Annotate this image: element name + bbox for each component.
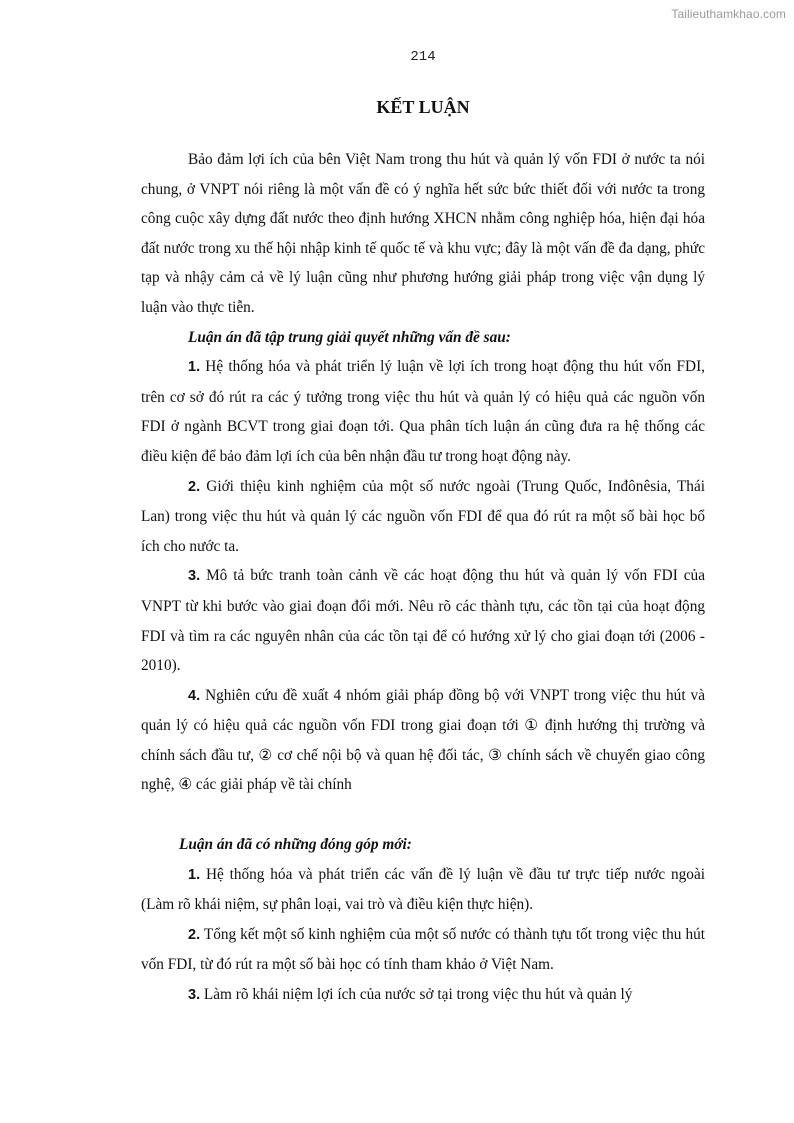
section1-item-4 [141, 681, 705, 800]
item-number: 1. [188, 866, 201, 883]
item-text: Hệ thống hóa và phát triển các vấn đề lý luận về đầu tư trực tiếp nước ngoài (Làm rõ khái niệm, sự phân loại, vai trò và điều kiện thực hiện). [141, 865, 705, 914]
item-text: Tổng kết một số kinh nghiệm của một số nước có thành tựu tốt trong việc thu hút vốn FDI, từ đó rút ra một số bài học có tính tham khảo ở Việt Nam. [141, 925, 705, 974]
item-text: Nghiên cứu đề xuất 4 nhóm giải pháp đồng bộ với VNPT trong việc thu hút và quản lý có hiệu quả các nguồn vốn FDI trong giai đoạn tới ① định hướng thị trường và chính sách đầu tư, ② cơ chế nội bộ và quan hệ đối tác, ③ chính sách về chuyển giao công nghệ, ④ các giải pháp về tài chính [141, 686, 705, 794]
section2-heading: Luận án đã có những đóng góp mới: [179, 836, 412, 854]
section1-item-1 [141, 352, 705, 471]
item-number: 3. [188, 568, 201, 585]
section2-item-1 [141, 860, 705, 920]
section1-item-3 [141, 561, 705, 680]
section2-item-3 [141, 980, 705, 1011]
section1-heading: Luận án đã tập trung giải quyết những vấn đề sau: [188, 328, 511, 346]
item-number: 2. [188, 478, 201, 495]
section1-item-2 [141, 472, 705, 562]
item-number: 2. [188, 926, 201, 943]
watermark-text: Tailieuthamkhao.com [671, 7, 786, 21]
intro-paragraph: Bảo đảm lợi ích của bên Việt Nam trong thu hút và quản lý vốn FDI ở nước ta nói chung, ở VNPT nói riêng là một vấn đề có ý nghĩa hết sức bức thiết đối với nước ta trong công cuộc xây dựng đất nước theo định hướng XHCN nhằm công nghiệp hóa, hiện đại hóa đất nước trong xu thế hội nhập kinh tế quốc tế và khu vực; đây là một vấn đề đa dạng, phức tạp và nhậy cảm cả về lý luận cũng như phương hướng giải pháp trong việc vận dụng lý luận vào thực tiễn. [141, 151, 705, 316]
item-text: Mô tả bức tranh toàn cảnh về các hoạt động thu hút và quản lý vốn FDI của VNPT từ khi bước vào giai đoạn đổi mới. Nêu rõ các thành tựu, các tồn tại của hoạt động FDI và tìm ra các nguyên nhân của các tồn tại để có hướng xử lý cho giai đoạn tới (2006 - 2010). [141, 567, 705, 675]
item-number: 3. [188, 987, 201, 1004]
page-title: KẾT LUẬN [376, 97, 470, 117]
item-number: 4. [188, 687, 201, 704]
document-body [141, 145, 705, 1011]
item-number: 1. [188, 359, 201, 376]
page-number: 214 [410, 49, 436, 65]
item-text: Làm rõ khái niệm lợi ích của nước sở tại trong việc thu hút và quản lý [203, 986, 633, 1004]
item-text: Giới thiệu kinh nghiệm của một số nước ngoài (Trung Quốc, Inđônêsia, Thái Lan) trong việc thu hút và quản lý các nguồn vốn FDI để qua đó rút ra một số bài học bổ ích cho nước ta. [141, 477, 705, 555]
section2-item-2 [141, 920, 705, 980]
item-text: Hệ thống hóa và phát triển lý luận về lợi ích trong hoạt động thu hút vốn FDI, trên cơ sở đó rút ra các ý tưởng trong việc thu hút và quản lý có hiệu quả các nguồn vốn FDI ở ngành BCVT trong giai đoạn tới. Qua phân tích luận án cũng đưa ra hệ thống các điều kiện để bảo đảm lợi ích của bên nhận đầu tư trong hoạt động này. [141, 358, 705, 465]
